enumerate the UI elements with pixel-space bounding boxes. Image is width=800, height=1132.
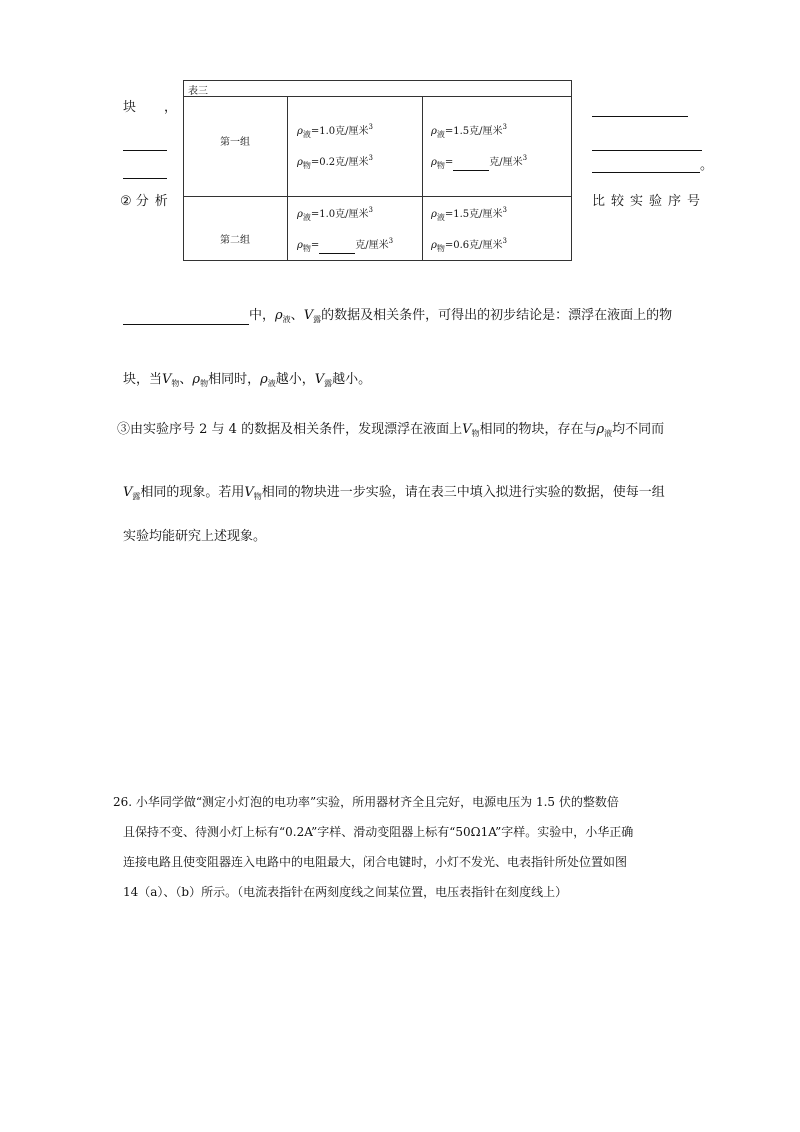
para-2: 块，当$V_物$、$\rho_物$相同时，$\rho_液$越小，$V_露$越小。 [123,372,372,388]
g2-left-line2[interactable]: $\rho_物=$ 克/厘米$^3$ [297,237,394,253]
right-text-compare: 比较实验序号 [592,194,707,209]
left-blank-1[interactable] [123,132,167,151]
right-blank-1[interactable] [592,98,688,117]
g1-right-line2[interactable]: $\rho_物=$ 克/厘米$^3$ [431,154,528,170]
left-blank-2[interactable] [123,160,167,179]
para-4: $V_露$相同的现象。若用$V_物$相同的物块进一步实验，请在表三中填入拟进行实验的数据，使每一组 [123,485,665,501]
g2-left-line1: $\rho_液=1.0$克/厘米$^3$ [297,206,374,222]
q26-line-2: 且保持不变、待测小灯上标有“0.2A”字样、滑动变阻器上标有“50Ω1A”字样。实验中，小华正确 [123,825,634,839]
q26-line-1: 26. 小华同学做“测定小灯泡的电功率”实验，所用器材齐全且完好，电源电压为 1.5 伏的整数倍 [113,795,619,809]
right-blank-3[interactable]: 。 [592,154,713,173]
right-blank-2[interactable] [592,132,702,151]
g2-right-line2: $\rho_物=0.6$克/厘米$^3$ [431,237,508,253]
group1-label: 第一组 [220,137,250,148]
para-1: 中，$\rho_液$、$V_露$的数据及相关条件，可得出的初步结论是：漂浮在液面上的物 [123,304,672,325]
g2-right-line1: $\rho_液=1.5$克/厘米$^3$ [431,206,508,222]
g1-left-line1: $\rho_液=1.0$克/厘米$^3$ [297,123,374,139]
q26-line-4: 14（a）、（b）所示。（电流表指针在两刻度线之间某位置，电压表指针在刻度线上） [123,885,568,899]
answer-blank-sequence[interactable] [123,310,249,325]
table-title: 表三 [188,86,208,97]
left-text-kuai: 块 ， [123,100,178,115]
q26-line-3: 连接电路且使变阻器连入电路中的电阻最大，闭合电键时，小灯不发光、电表指针所处位置如图 [123,855,628,869]
left-text-analysis: ② 分析 [120,194,174,209]
g1-right-line1: $\rho_液=1.5$克/厘米$^3$ [431,123,508,139]
g1-left-line2: $\rho_物=0.2$克/厘米$^3$ [297,154,374,170]
para-5: 实验均能研究上述现象。 [123,529,267,544]
table-3 [183,80,572,261]
group2-label: 第二组 [220,235,250,246]
para-3: ③由实验序号 2 与 4 的数据及相关条件，发现漂浮在液面上$V_物$相同的物块，存在与$\rho_液$均不同而 [117,422,665,438]
